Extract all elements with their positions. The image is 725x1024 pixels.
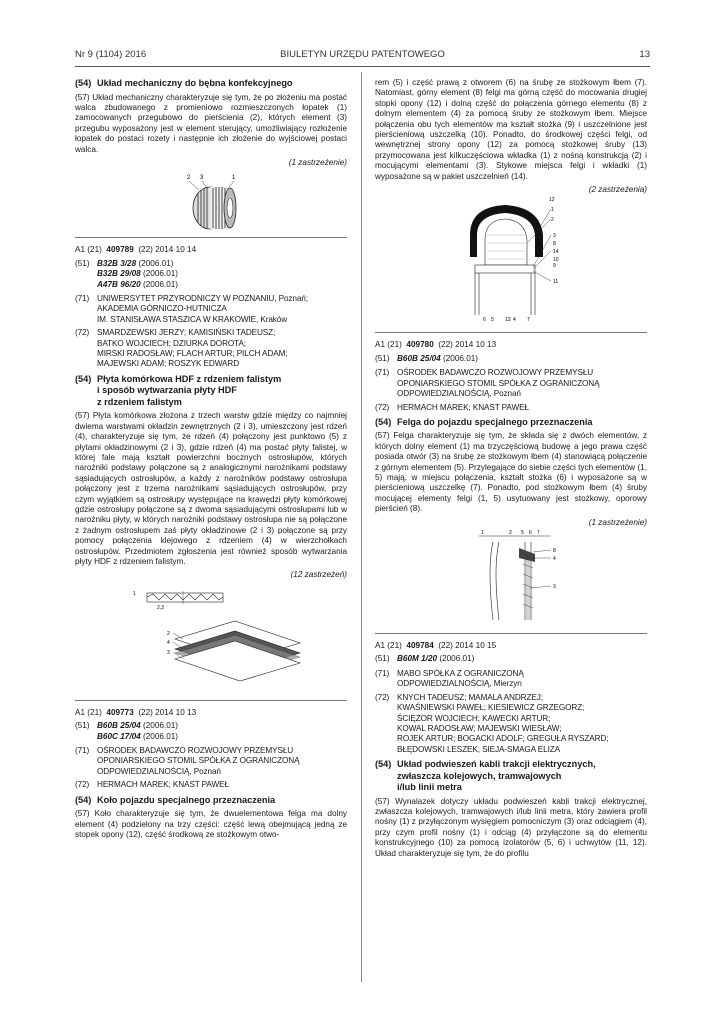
entry-separator (375, 633, 647, 634)
page-header (75, 50, 650, 64)
entry-separator (75, 237, 347, 238)
issue-number: Nr 9 (1104) 2016 (75, 49, 147, 60)
fig-label: 1 (133, 590, 136, 597)
fig-label: 8 (553, 241, 556, 248)
application-number: 409773 (106, 707, 134, 717)
inventors: KNYCH TADEUSZ; MAMALA ANDRZEJ; KWAŚNIEWSKI PAWEŁ; KIESIEWICZ GRZEGORZ; ŚCIĘŻOR WOJCIECH; KAWECKI ARTUR; KOWAL RADOSŁAW; MAJEWSKI WIESŁAW; ROJEK ARTUR; BOGACKI ADOLF; GREGUŁA RYSZARD; BŁĘDOWSKI LESZEK; SIEJA-SMAGA ELIZA (397, 692, 609, 754)
claims-count: (2 zastrzeżenia) (588, 185, 647, 195)
classification-list: B60B 25/04 (2006.01) B60C 17/04 (2006.01) (97, 721, 179, 741)
fig-label: 9 (553, 263, 556, 270)
inventors: SMARDZEWSKI JERZY; KAMISIŃSKI TADEUSZ; BATKO WOJCIECH; DZIURKA DOROTA; MIRSKI RADOSŁAW; FLACH ARTUR; PILCH ADAM; MAJEWSKI ADAM; ROSZYK EDWARD (97, 328, 288, 369)
figure-rim (375, 528, 647, 626)
application-number: 409789 (106, 245, 134, 255)
application-number: 409784 (406, 641, 434, 651)
fig-label: 4 (553, 556, 556, 563)
fig-label: 3 (167, 649, 170, 656)
filing-date: (22) 2014 10 14 (138, 245, 197, 255)
abstract: Układ mechaniczny charakteryzuje się tym, że po złożeniu ma postać walca zbudowanego z promieniowo rozmieszczonych łopatek (1) zamocowanych przegubowo do pierścienia (2), których element (3) przegubu wyposażony jest w element sterujący, umożliwiający rozłożenie łopatek do postaci rozety i następnie ich złożenie do wyjściowej postaci walca. (75, 92, 347, 154)
fig-label: 4 (167, 639, 170, 646)
fig-label: 4 (513, 317, 516, 324)
fig-label: 2 (551, 217, 554, 224)
fig-label: 1 (551, 207, 554, 214)
entry-cable-suspension: A1 (21) 409784 (22) 2014 10 15 (51) B60M 1/20 (2006.01) (71) MABO SPÓŁKA Z OGRANICZONĄ ODPOWIEDZIALNOŚCIĄ, Mierzyn (72) KNYCH TADEUSZ; MAMALA ANDRZEJ; KWAŚNIEWSKI PAWEŁ; KIESIEWICZ GRZEGORZ; ŚCIĘŻOR WOJCIECH; KAWECKI ARTUR; KOWAL RADOSŁAW; MAJEWSKI WIESŁAW; ROJEK ARTUR; BOGACKI ADOLF; GREGUŁA RYSZARD; BŁĘDOWSKI LESZEK; SIEJA-SMAGA ELIZA (54) Układ podwieszeń kabli trakcji elektrycznych, zwłaszcza kolejowych, tramwajowych i/lub linii metra (57) Wynalazek dotyczy układu podwieszeń kabli trakcji elektrycznej, zwłaszcza kolejowych, tramwajowych i/lub linii metra, który zawiera profil nośny (1) z przyłączonym wysięgiem pomocniczym (3) oraz odciągiem (4), przy czym profil nośny (1) i odciąg (4) przyłączone są do elementu konstrukcyjnego (10) za pomocą izolatorów (5, 6) i uchwytów (11, 12). Układ charakteryzuje się tym, że do profilu (375, 641, 648, 858)
right-column (375, 78, 647, 859)
left-column (75, 78, 347, 840)
column-divider (361, 72, 362, 982)
filing-date: (22) 2014 10 13 (438, 340, 497, 350)
fig-label: 6 (529, 530, 532, 537)
fig-label: 3 (553, 584, 556, 591)
fig-label: 1 (481, 530, 484, 537)
entry-title: Układ mechaniczny do bębna konfekcyjnego (97, 78, 293, 88)
filing-date: (22) 2014 10 13 (138, 707, 197, 717)
abstract: Koło charakteryzuje się tym, że dwuelementowa felga ma dolny element (4) podzielony na trzy części: część lewą obejmującą jedną ze stopek opony (12), część środkową ze stożkowym otwo- (75, 809, 347, 839)
entry-wheel-continued (375, 78, 647, 325)
page-number: 13 (639, 49, 650, 60)
abstract: Wynalazek dotyczy układu podwieszeń kabli trakcji elektrycznej, zwłaszcza kolejowych, tramwajowych i/lub linii metra, który zawiera profil nośny (1) z przyłączonym wysięgiem pomocniczym (3) oraz odciągiem (4), przy czym profil nośny (1) i odciąg (4) przyłączone są do elementu konstrukcyjnego (10) za pomocą izolatorów (5, 6) i uchwytów (11, 12). Układ charakteryzuje się tym, że do profilu (375, 796, 648, 858)
fig-label: 5 (491, 317, 494, 324)
filing-date: (22) 2014 10 15 (438, 641, 497, 651)
entry-rim: A1 (21) 409780 (22) 2014 10 13 (51) B60B 25/04 (2006.01) (71) OŚRODEK BADAWCZO ROZWOJOWY PRZEMYSŁU OPONIARSKIEGO STOMIL SPÓŁKA Z OGRANICZONĄ ODPOWIEDZIALNOŚCIĄ, Poznań (72) HERMACH MAREK; KNAST PAWEŁ (54) Felga do pojazdu specjalnego przeznaczenia (57) Felga charakteryzuje się tym, że składa się z dwóch elementów, z których dolny element (1) ma trzyczęściową budowę a jego prawa część posiada otwór (3) na śrubę ze stożkowym łbem (4) stanowiącą połączenie z górnym elementem (5). Przylegające do siebie części tych elementów (1, 5) mają, w miejscu połączenia, kształt stożka (6) i wyposażone są w pierścieniową uszczelkę (7). Ponadto, pod stożkowym łbem (4) śruby mocującej elementy felgi (1, 5) usytuowany jest stożkowy, oporowy pierścień (8). (1 zastrzeżenie) 1 2 5 6 7 8 4 3 (375, 340, 647, 626)
entry-separator (75, 700, 347, 701)
entry-title: Koło pojazdu specjalnego przeznaczenia (97, 794, 276, 805)
abstract: Felga charakteryzuje się tym, że składa się z dwóch elementów, z których dolny element (1) ma trzyczęściową budowę a jego prawa część posiada otwór (3) na śrubę ze stożkowym łbem (4) stanowiącą połączenie z górnym elementem (5). Przylegające do siebie części tych elementów (1, 5) mają, w miejscu połączenia, kształt stożka (6) i wyposażone są w pierścieniową uszczelkę (7). Ponadto, pod stożkowym łbem (4) śruby mocującej elementy felgi (1, 5) usytuowany jest stożkowy, oporowy pierścień (8). (375, 431, 647, 514)
fig-label: 2 (187, 175, 191, 182)
classification-list: B32B 3/28 (2006.01) B32B 29/08 (2006.01) A47B 96/20 (2006.01) (97, 258, 179, 289)
applicants: OŚRODEK BADAWCZO ROZWOJOWY PRZEMYSŁU OPONIARSKIEGO STOMIL SPÓŁKA Z OGRANICZONĄ ODPOWIEDZIALNOŚCIĄ, Poznań (97, 746, 300, 776)
fig-label: 2,3 (157, 604, 164, 611)
header-rule (75, 66, 650, 67)
abstract: Płyta komórkowa złożona z trzech warstw gdzie między co najmniej dwiema warstwami okładzin zewnętrznych (2 i 3), umieszczony jest rdzeń (4), charakteryzuje się tym, że rdzeń (4) połączony jest punktowo (5) z płytami okładzinowymi (2 i 3), gdzie rdzeń (4) ma postać płyty falistej, w której fale mają kształt powierzchni bocznych ostrosłupów, których narożniki podstawy połączone są z analogicznymi narożnikami podstawy sąsiadujących ostrosłupów, a każdy z narożników podstawy ostrosłupa połączony jest z trzema narożnikami sąsiadujących ostrosłupów, przy czym wyjątkiem są ostrosłupy występujące na krawędzi płyty komórkowej gdzie ostrosłupy połączone są z dwoma sąsiadującymi ostrosłupami lub w narożniku płyty, w których narożniki podstawy ostrosłupa nie są połączone z żadnym ostrosłupem zaś płyty okładzinowe (2 i 3) połączone są przy pomocy połączenia klejowego z rdzeniem (4) w wierzchołkach ostrosłupów. Przedmiotem zgłoszenia jest również sposób wytwarzania płyty HDF z rdzeniem falistym. (75, 411, 347, 566)
entry-wheel: A1 (21) 409773 (22) 2014 10 13 (51) B60B 25/04 (2006.01) B60C 17/04 (2006.01) (71) OŚRODEK BADAWCZO ROZWOJOWY PRZEMYSŁU OPONIARSKIEGO STOMIL SPÓŁKA Z OGRANICZONĄ ODPOWIEDZIALNOŚCIĄ, Poznań (72) HERMACH MAREK; KNAST PAWEŁ (54) Koło pojazdu specjalnego przeznaczenia (57) Koło charakteryzuje się tym, że dwuelementowa felga ma dolny element (4) podzielony na trzy części: część lewą obejmującą jedną ze stopek opony (12), część środkową ze stożkowym otwo- (75, 707, 347, 839)
claims-count: (12 zastrzeżeń) (290, 570, 347, 580)
entry-separator (375, 332, 647, 333)
inventors: HERMACH MAREK; KNAST PAWEŁ (97, 780, 229, 790)
applicants: UNIWERSYTET PRZYRODNICZY W POZNANIU, Poznań; AKADEMIA GÓRNICZO-HUTNICZA IM. STANISŁAWA STASZICA W KRAKOWIE, Kraków (97, 293, 308, 324)
figure-hdf-panel (75, 581, 347, 693)
claims-count: (1 zastrzeżenie) (288, 157, 347, 167)
claims-count: (1 zastrzeżenie) (588, 517, 647, 527)
entry-title: Płyta komórkowa HDF z rdzeniem falistym i sposób wytwarzania płyty HDF z rdzeniem falistym (97, 373, 282, 407)
entry-title: Układ podwieszeń kabli trakcji elektrycznych, zwłaszcza kolejowych, tramwajowych i/lub linii metra (397, 759, 596, 793)
fig-label: 2 (167, 630, 170, 637)
fig-label: 6 (483, 317, 486, 324)
abstract-continued: rem (5) i część prawą z otworem (6) na śrubę ze stożkowym łbem (7). Natomiast, górny element (8) felgi ma górną część do mocowania drugiej stopki opony (12) i dolną część do połączenia górnego elementu (8) z dolnym elementem (4) za pomocą śruby ze stożkowym łbem. Miejsce połączenia obu tych elementów ma kształt stożka (9) i uszczelnione jest pierścieniową uszczelką (10). Ponadto, do środkowej części felgi, od wewnętrznej strony opony (12) za pomocą stożkowej śruby (13) przymocowana jest kilkuczęściowa wkładka (1) z nośną konstrukcją (2) i mocującymi elementami (3). Stykowe miejsca felgi i wkładki (1) wyposażone są w pakiet uszczelnień (14). (375, 78, 647, 181)
fig-label: 8 (553, 548, 556, 555)
fig-label: 7 (527, 317, 530, 324)
classification-list: B60B 25/04 (2006.01) (397, 353, 479, 363)
entry-drum-mechanism: (54) Układ mechaniczny do bębna konfekcyjnego (57) Układ mechaniczny charakteryzuje się tym, że po złożeniu ma postać walca zbudowanego z promieniowo rozmieszczonych łopatek (1) zamocowanych przegubowo do pierścienia (2), których element (3) przegubu wyposażony jest w element sterujący, umożliwiający rozłożenie łopatek do postaci rozety i następnie ich złożenie do wyjściowej postaci walca. (1 zastrzeżenie) 2 3 1 (75, 78, 347, 230)
entry-hdf-panel: A1 (21) 409789 (22) 2014 10 14 (51) B32B 3/28 (2006.01) B32B 29/08 (2006.01) A47B 96/20 (2006.01) (71) UNIWERSYTET PRZYRODNICZY W POZNANIU, Poznań; AKADEMIA GÓRNICZO-HUTNICZA IM. STANISŁAWA STASZICA W KRAKOWIE, Kraków (72) SMARDZEWSKI JERZY; KAMISIŃSKI TADEUSZ; BATKO WOJCIECH; DZIURKA DOROTA; MIRSKI RADOSŁAW; FLACH ARTUR; PILCH ADAM; MAJEWSKI ADAM; ROSZYK EDWARD (54) Płyta komórkowa HDF z rdzeniem falistym i sposób wytwarzania płyty HDF z rdzeniem falistym (57) Płyta komórkowa złożona z trzech warstw gdzie między co najmniej dwiema warstwami okładzin zewnętrznych (2 i 3), umieszczony jest rdzeń (4), charakteryzuje się tym, że rdzeń (4) połączony jest punktowo (5) z płytami okładzinowymi (2 i 3), gdzie rdzeń (4) ma postać płyty falistej, w której fale mają kształt powierzchni bocznych ostrosłupów, których narożniki podstawy połączone są z analogicznymi narożnikami podstawy sąsiadujących ostrosłupów, a każdy z narożników podstawy ostrosłupa połączony jest z trzema narożnikami sąsiadujących ostrosłupów, przy czym wyjątkiem są ostrosłupy występujące na krawędzi płyty komórkowej gdzie ostrosłupy połączone są z dwoma sąsiadującymi ostrosłupami lub w narożniku płyty, w których narożniki podstawy ostrosłupa nie są połączone z żadnym ostrosłupem zaś płyty okładzinowe (2 i 3) połączone są przy pomocy połączenia klejowego z rdzeniem (4) w wierzchołkach ostrosłupów. Przedmiotem zgłoszenia jest również sposób wytwarzania płyty HDF z rdzeniem falistym. (12 zastrzeżeń) 1 2,3 2 4 3 (75, 245, 347, 692)
bulletin-title: BIULETYN URZĘDU PATENTOWEGO (280, 49, 445, 60)
applicants: OŚRODEK BADAWCZO ROZWOJOWY PRZEMYSŁU OPONIARSKIEGO STOMIL SPÓŁKA Z OGRANICZONĄ ODPOWIEDZIALNOŚCIĄ, Poznań (397, 368, 600, 399)
fig-label: 2 (509, 530, 512, 537)
fig-label: 7 (537, 530, 540, 537)
fig-label: 1 (232, 175, 236, 182)
figure-drum (75, 168, 347, 230)
fig-label: 3 (553, 233, 556, 240)
fig-label: 14 (553, 249, 559, 256)
application-number: 409780 (406, 340, 434, 350)
fig-label: 10 (553, 257, 559, 264)
fig-label: 11 (553, 279, 559, 286)
figure-wheel (375, 195, 647, 325)
fig-label: 12 (549, 197, 555, 204)
inventors: HERMACH MAREK; KNAST PAWEŁ (397, 402, 529, 412)
entry-title: Felga do pojazdu specjalnego przeznaczenia (397, 416, 593, 427)
fig-label: 5 (521, 530, 524, 537)
fig-label: 13 (505, 317, 511, 324)
fig-label: 3 (200, 175, 204, 182)
classification-list: B60M 1/20 (2006.01) (397, 654, 475, 664)
applicants: MABO SPÓŁKA Z OGRANICZONĄ ODPOWIEDZIALNOŚCIĄ, Mierzyn (397, 668, 524, 689)
